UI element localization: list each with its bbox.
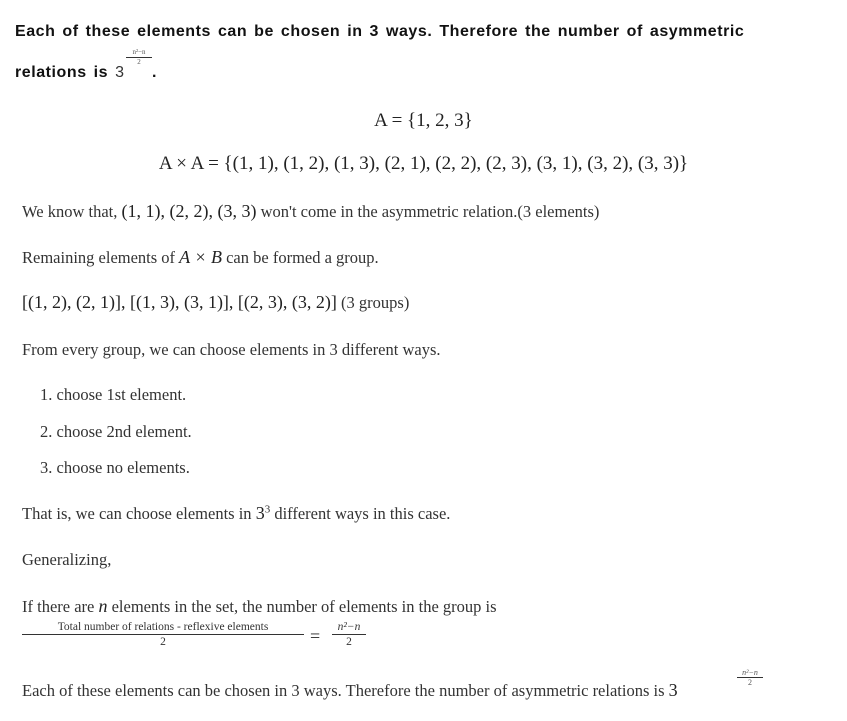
paragraph-remaining: [22, 247, 379, 268]
header-exponent-base: 3: [115, 64, 125, 81]
paragraph-groups-suffix: (3 groups): [341, 293, 410, 312]
paragraph-n-elements-suffix: elements in the set, the number of elements in the group is: [111, 597, 497, 616]
paragraph-generalizing: Generalizing,: [22, 550, 112, 569]
paragraph-n-elements-var: n: [98, 596, 108, 616]
equation-set-a-text: A = {1, 2, 3}: [374, 110, 473, 131]
equals-sign: =: [310, 626, 321, 646]
equation-set-a: [0, 110, 847, 132]
paragraph-reflexive: [22, 201, 599, 222]
equation-cartesian-product-text: A × A = {(1, 1), (1, 2), (1, 3), (2, 1), (2, 2), (2, 3), (3, 1), (3, 2), (3, 3)}: [158, 153, 689, 174]
paragraph-remaining-math: A × B: [179, 247, 222, 267]
paragraph-choose: From every group, we can choose elements in 3 different ways.: [22, 340, 441, 359]
header-line-2-prefix: relations is: [15, 64, 109, 81]
paragraph-three-cubed: [22, 503, 450, 524]
header-period: .: [152, 64, 157, 81]
header-line-2: [15, 64, 125, 82]
paragraph-reflexive-prefix: We know that,: [22, 202, 118, 221]
paragraph-three-cubed-exponent: 3: [264, 503, 271, 516]
equation-cartesian-product: [0, 153, 847, 175]
list-item-2: 2. choose 2nd element.: [40, 422, 192, 441]
list-item-3: 3. choose no elements.: [40, 458, 190, 477]
paragraph-n-elements-prefix: If there are: [22, 597, 95, 616]
paragraph-conclusion-exponent-denominator: 2: [748, 678, 752, 687]
header-exponent-denominator: 2: [137, 58, 141, 66]
paragraph-three-cubed-suffix: different ways in this case.: [274, 504, 451, 523]
paragraph-conclusion: [22, 680, 678, 701]
list-item-1: 1. choose 1st element.: [40, 385, 187, 404]
fraction-total-relations-denominator: 2: [160, 636, 166, 648]
fraction-total-relations: [22, 620, 304, 649]
paragraph-remaining-suffix: can be formed a group.: [226, 248, 379, 267]
fraction-n-squared-numerator: n²−n: [332, 620, 366, 635]
paragraph-groups: [22, 292, 409, 313]
paragraph-groups-math: [(1, 2), (2, 1)], [(1, 3), (3, 1)], [(2, 3), (3, 2)]: [22, 292, 337, 312]
paragraph-conclusion-base: 3: [668, 680, 678, 700]
header-exponent-fraction: [126, 48, 152, 67]
paragraph-remaining-prefix: Remaining elements of: [22, 248, 176, 267]
header-exponent-numerator: n²−n: [126, 48, 152, 58]
fraction-n-squared-denominator: 2: [346, 636, 352, 648]
paragraph-reflexive-suffix: won't come in the asymmetric relation.(3 elements): [260, 202, 600, 221]
fraction-total-relations-numerator: Total number of relations - reflexive elements: [22, 620, 304, 635]
paragraph-three-cubed-prefix: That is, we can choose elements in: [22, 504, 252, 523]
header-line-1: Each of these elements can be chosen in 3 ways. Therefore the number of asymmetric: [15, 23, 745, 40]
paragraph-three-cubed-base: 3: [255, 503, 265, 523]
paragraph-conclusion-text: Each of these elements can be chosen in 3 ways. Therefore the number of asymmetric relations is: [22, 681, 665, 700]
paragraph-reflexive-math: (1, 1), (2, 2), (3, 3): [121, 201, 257, 221]
paragraph-conclusion-exponent-numerator: n²−n: [737, 668, 763, 678]
paragraph-n-elements: [22, 596, 497, 617]
paragraph-conclusion-exponent: [737, 668, 763, 687]
fraction-n-squared: [332, 620, 366, 649]
